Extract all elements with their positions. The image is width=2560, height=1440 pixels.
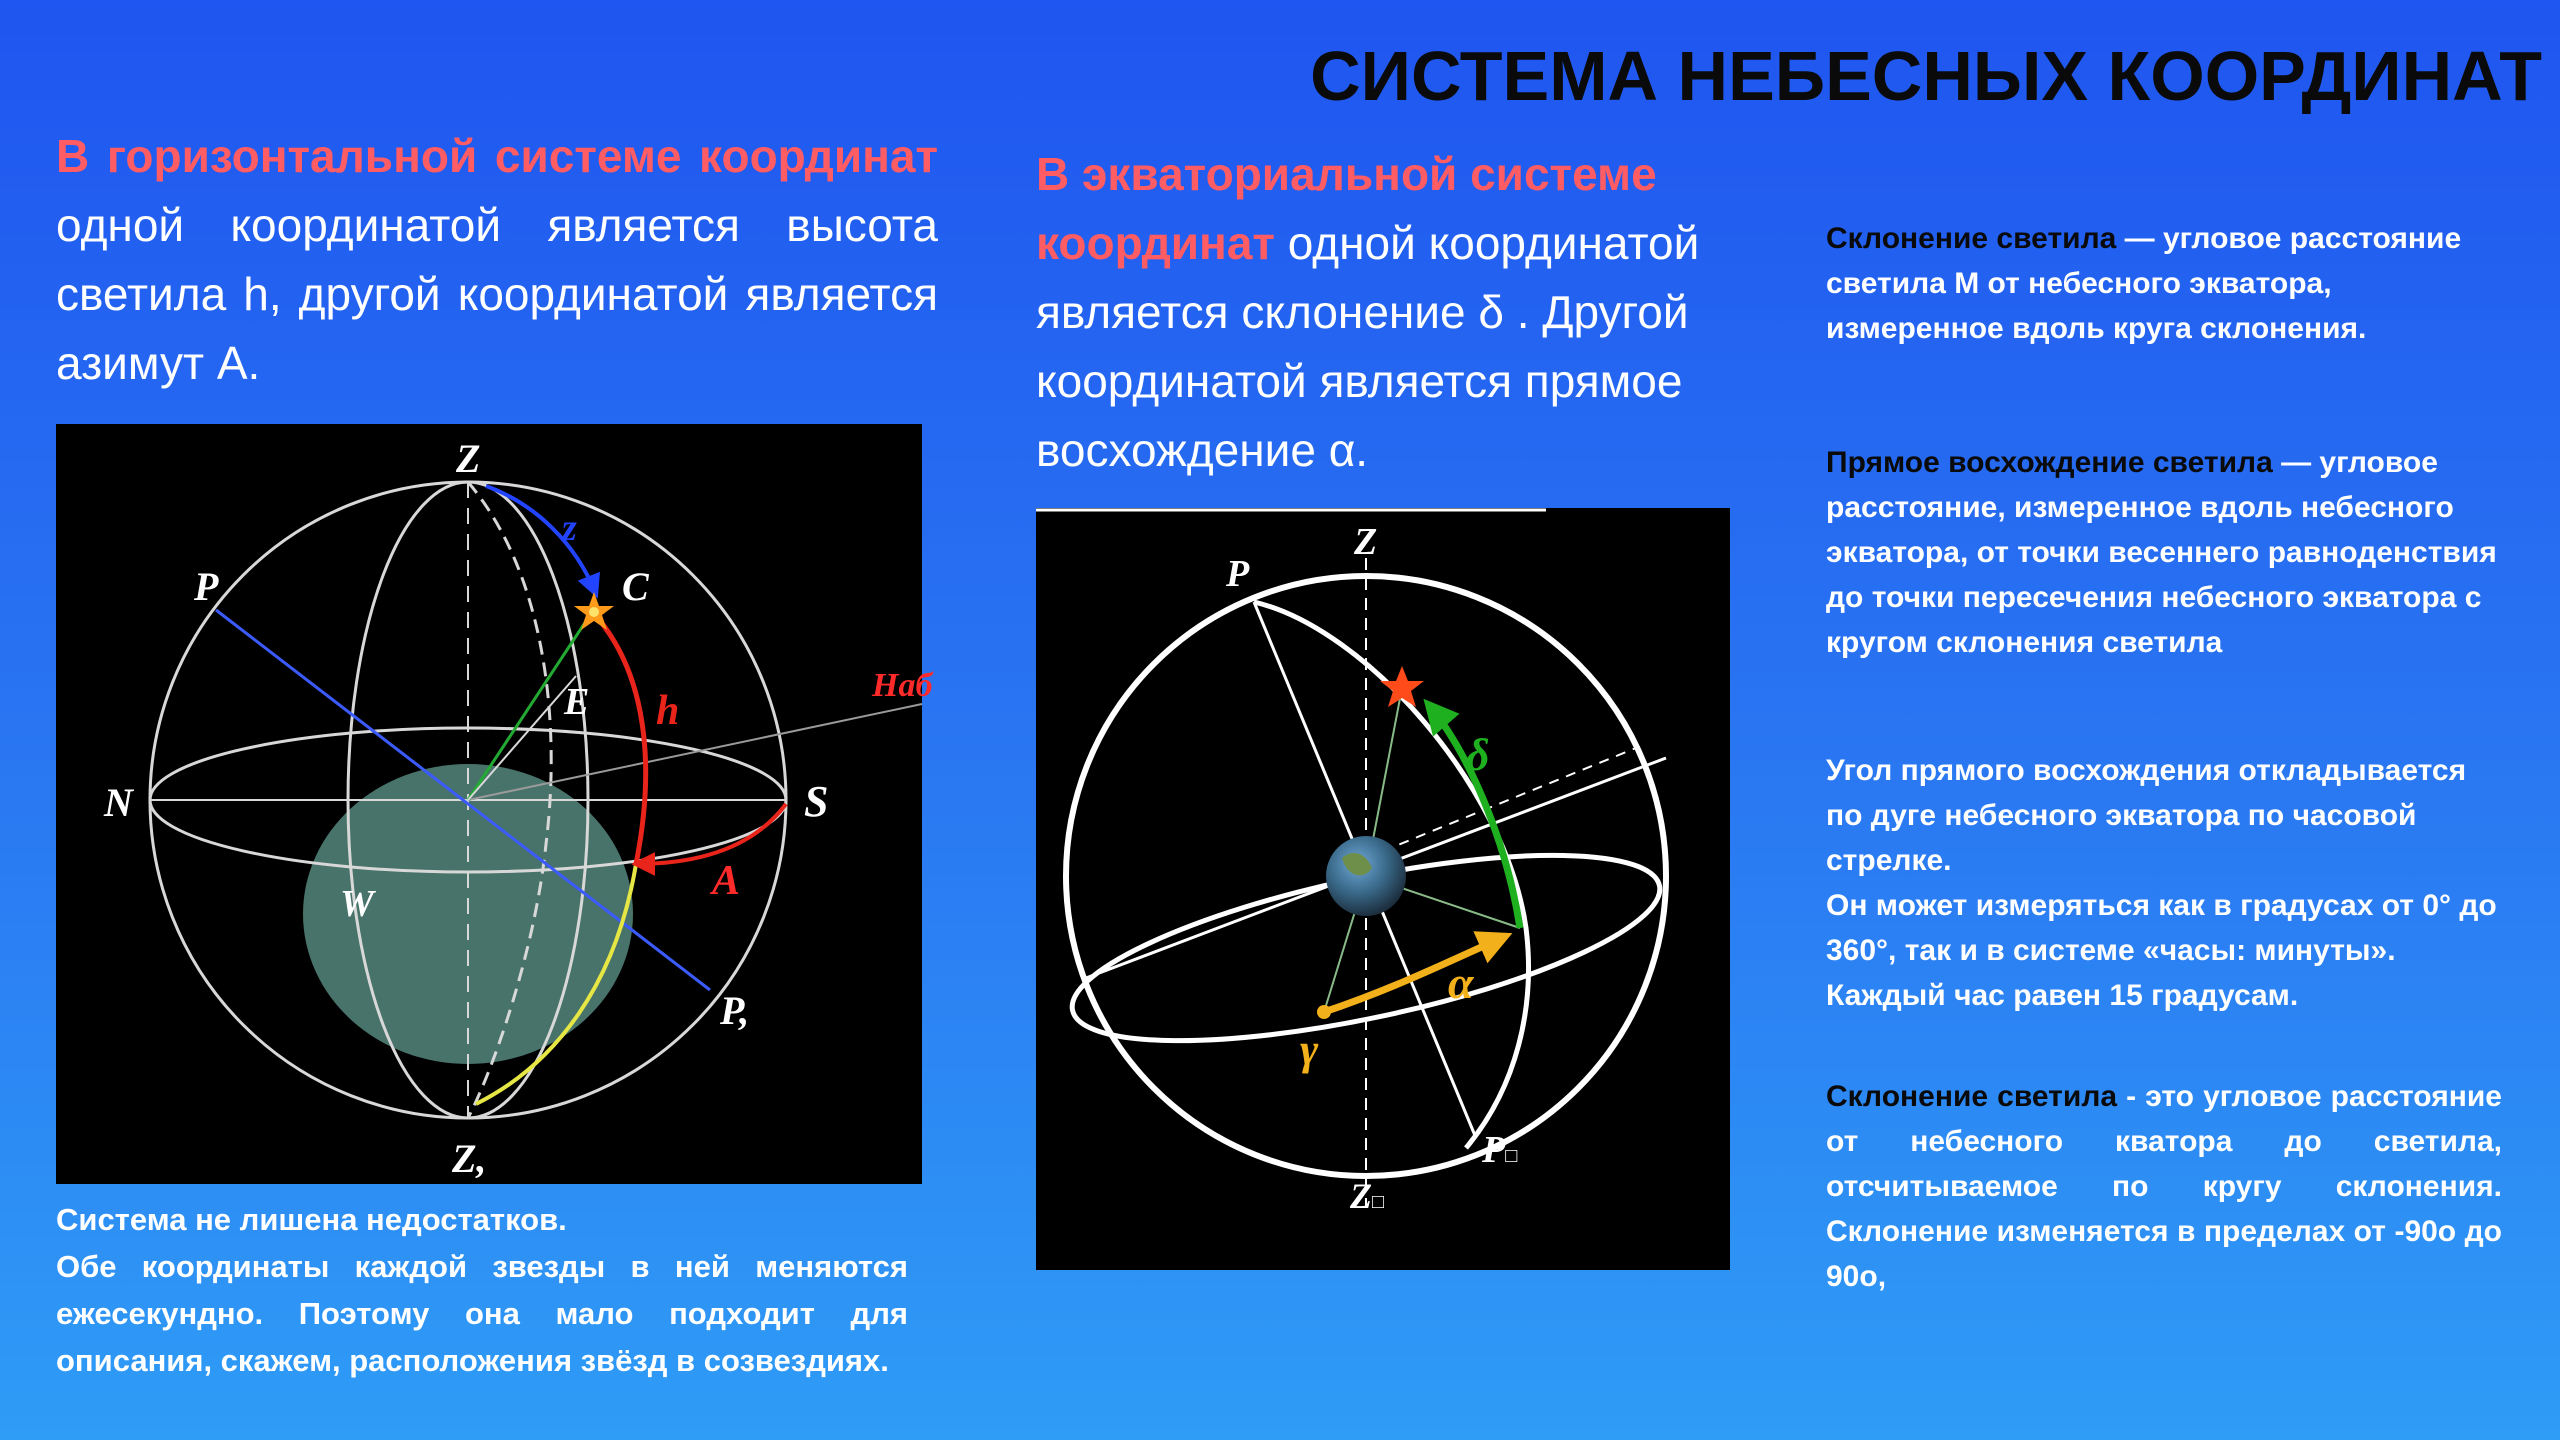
label-cut: Наб [872,667,933,704]
horizontal-system-highlight: В горизонтальной системе координат [56,130,938,182]
right-ascension-text: — угловое расстояние, измеренное вдоль небесного экватора, от точки весеннего равноденствия до точки пересечения небесного экватора с кругом склонения светила [1826,446,2497,659]
star-icon [574,592,614,630]
label-west: W [340,883,374,925]
label-zenith-distance: z [562,507,577,549]
label-star: C [622,564,649,609]
label-nadir: Z□ [1350,1176,1385,1216]
right-ascension-measure [1826,748,2502,1018]
right-ascension-term: Прямое восхождение светила [1826,446,2273,479]
equatorial-system-highlight: В экваториальной системе координат [1036,148,1657,269]
label-zenith: Z [456,436,481,481]
right-ascension-definition [1826,440,2502,665]
label-pole-south: P□ [1482,1129,1518,1171]
label-zenith: Z [1354,521,1378,563]
label-north: N [104,780,133,825]
left-note [56,1196,908,1384]
label-azimuth: A [712,858,741,904]
ascension-arc [1324,936,1506,1012]
earth-icon [1326,836,1406,916]
equinox-point [1317,1005,1331,1019]
azimuth-arc [636,804,786,864]
label-altitude: h [656,688,680,734]
measure-line1: Угол прямого восхождения откладывается по дуге небесного экватора по часовой стрелке. [1826,754,2467,877]
label-pole-north: P [194,564,219,609]
declination-range-term: Склонение светила [1826,1080,2118,1113]
left-note-line1: Система не лишена недостатков. [56,1202,567,1237]
label-nadir: Z, [452,1136,487,1181]
label-south: S [804,777,829,826]
cut-line [468,704,922,800]
declination-text: — угловое расстояние светила M от небесного экватора, измеренное вдоль круга склонения. [1826,222,2462,345]
horizontal-system-text [56,122,938,398]
label-ascension: α [1448,957,1474,1008]
equatorial-system-diagram [1036,508,1730,1270]
horizontal-system-diagram [56,424,933,1184]
label-equinox: γ [1300,1025,1319,1074]
label-declination: δ [1466,729,1490,780]
equatorial-system-body: одной координатой является склонение δ . Другой координатой является прямое восхождение α. [1036,217,1700,476]
label-pole-north: P [1226,553,1250,595]
label-east: E [564,681,590,723]
page-title: СИСТЕМА НЕБЕСНЫХ КООРДИНАТ [1310,37,2542,115]
measure-line2: Он может измеряться как в градусах от 0° до 360°, так и в системе «часы: минуты». Каждый час равен 15 градусам. [1826,889,2497,1012]
declination-term: Склонение светила [1826,222,2117,255]
label-pole-south: P, [720,988,750,1033]
declination-range [1826,1074,2502,1299]
horizontal-system-body: одной координатой является высота светила h, другой координатой является азимут А. [56,199,938,389]
declination-definition [1826,216,2502,351]
declination-range-text: - это угловое расстояние от небесного кватора до светила, отсчитываемое по кругу склонения. Склонение изменяется в пределах от -90о до 90о, [1826,1080,2502,1293]
equatorial-system-text [1036,140,1776,485]
left-note-line2: Обе координаты каждой звезды в ней меняются ежесекундно. Поэтому она мало подходит для описания, скажем, расположения звёзд в созвездиях. [56,1249,908,1378]
